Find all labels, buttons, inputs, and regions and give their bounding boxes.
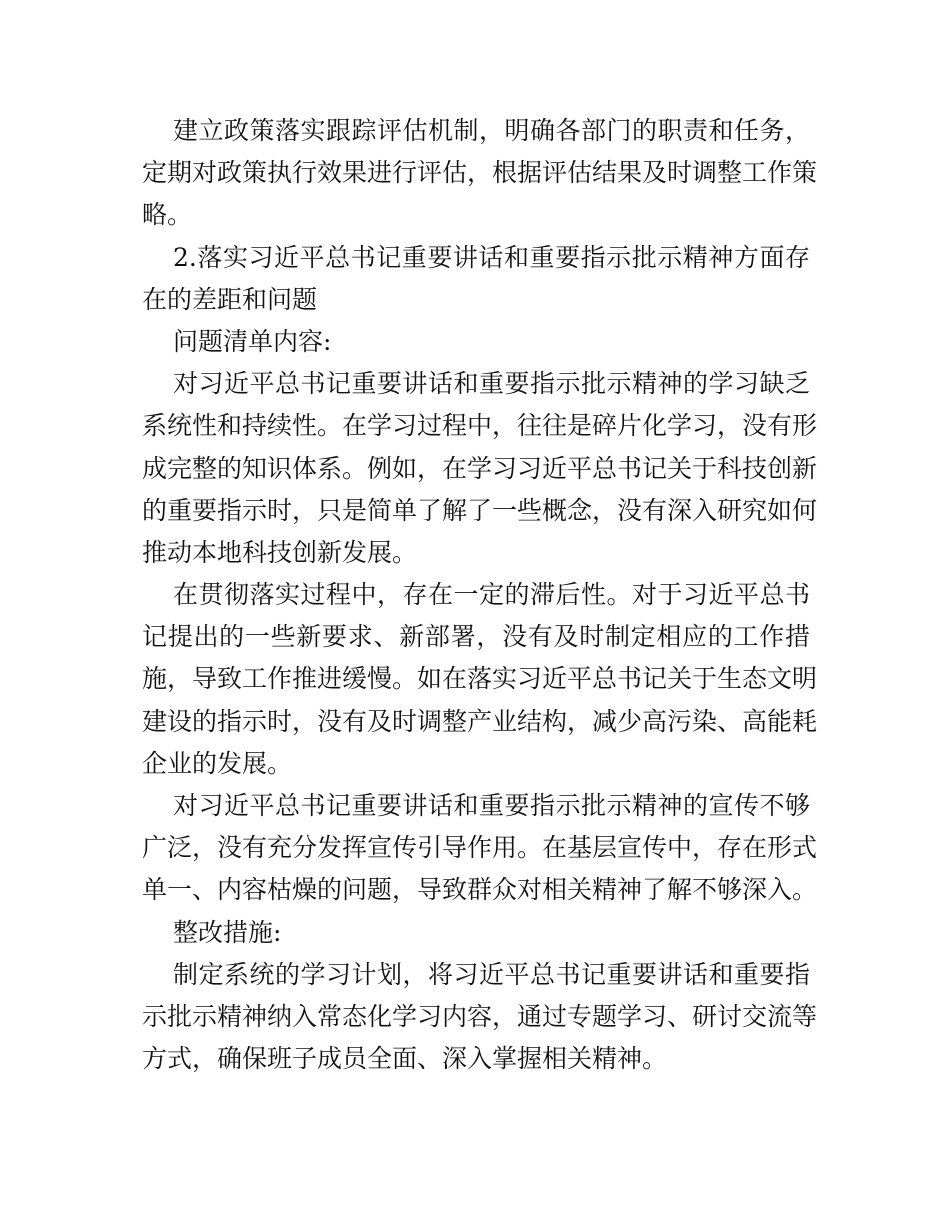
text-line: 略。 — [142, 200, 193, 230]
text-line: 建立政策落实跟踪评估机制，明确各部门的职责和任务， — [173, 116, 810, 145]
text-line: 的重要指示时，只是简单了解了一些概念，没有深入研究如何 — [142, 495, 818, 525]
text-line: 在贯彻落实过程中，存在一定的滞后性。对于习近平总书 — [173, 580, 810, 610]
text-line: 企业的发展。 — [142, 748, 293, 778]
rectification-label — [142, 912, 810, 954]
text-line: 方式，确保班子成员全面、深入掌握相关精神。 — [142, 1044, 668, 1074]
section-heading-2 — [142, 237, 810, 321]
paragraph-tracking-mechanism — [142, 110, 818, 237]
text-line: 记提出的一些新要求、新部署，没有及时制定相应的工作措 — [142, 622, 810, 652]
text-line: 单一、内容枯燥的问题，导致群众对相关精神了解不够深入。 — [142, 875, 818, 905]
paragraph-implementation-lag — [142, 574, 818, 785]
text-line: 施，导致工作推进缓慢。如在落实习近平总书记关于生态文明 — [142, 664, 818, 694]
text-line: 整改措施: — [173, 917, 282, 947]
text-line: 2.落实习近平总书记重要讲话和重要指示批示精神方面存 — [173, 242, 810, 272]
text-line: 系统性和持续性。在学习过程中，往往是碎片化学习，没有形 — [142, 411, 818, 441]
paragraph-study-plan — [142, 954, 818, 1081]
paragraph-learning-problem — [142, 363, 818, 574]
document-page — [142, 110, 818, 1080]
text-line: 成完整的知识体系。例如，在学习习近平总书记关于科技创新 — [142, 453, 818, 483]
paragraph-publicity-problem — [142, 785, 818, 912]
text-line: 问题清单内容: — [173, 326, 332, 356]
text-line: 在的差距和问题 — [142, 284, 318, 314]
text-line: 推动本地科技创新发展。 — [142, 537, 418, 567]
problem-list-label — [142, 321, 810, 363]
text-line: 对习近平总书记重要讲话和重要指示批示精神的学习缺乏 — [173, 369, 810, 399]
text-line: 对习近平总书记重要讲话和重要指示批示精神的宣传不够 — [173, 791, 810, 820]
text-line: 定期对政策执行效果进行评估，根据评估结果及时调整工作策 — [142, 158, 818, 188]
text-line: 建设的指示时，没有及时调整产业结构，减少高污染、高能耗 — [142, 706, 818, 736]
text-line: 示批示精神纳入常态化学习内容，通过专题学习、研讨交流等 — [142, 1001, 818, 1031]
text-line: 制定系统的学习计划，将习近平总书记重要讲话和重要指 — [173, 959, 810, 989]
text-line: 广泛，没有充分发挥宣传引导作用。在基层宣传中，存在形式 — [142, 833, 818, 863]
